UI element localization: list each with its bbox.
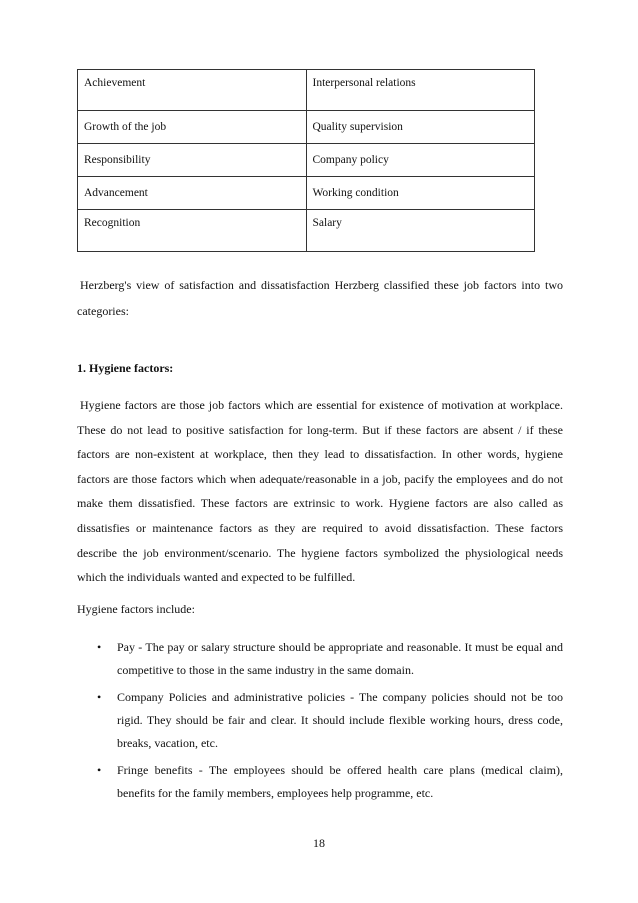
bullet-icon: • bbox=[97, 640, 102, 654]
hygiene-paragraph: Hygiene factors are those job factors which are essential for existence of motivation at workplace. These do not lead to positive satisfaction for long-term. But if these factors are absent / if these factors are non-existent at workplace, then they lead to dissatisfaction. In other words, hygiene factors are those factors which when adequate/reasonable in a job, pacify the employees and do not make them dissatisfied. These factors are extrinsic to work. Hygiene factors are also called as dissatisfies or maintenance factors as they are required to avoid dissatisfaction. These factors describe the job environment/scenario. The hygiene factors symbolized the physiological needs which the individuals wanted and expected to be fulfilled. bbox=[77, 398, 563, 585]
page-number: 18 bbox=[313, 836, 325, 850]
list-item-text: Pay - The pay or salary structure should be appropriate and reasonable. It must be equal and competitive to those in the same industry in the same domain. bbox=[117, 640, 563, 677]
bullet-icon: • bbox=[97, 690, 102, 704]
list-item-text: Company Policies and administrative policies - The company policies should not be too rigid. They should be fair and clear. It should include flexible working hours, dress code, breaks, vacation, etc. bbox=[117, 690, 563, 750]
list-item bbox=[77, 686, 563, 755]
table-row bbox=[78, 70, 535, 111]
bullet-icon: • bbox=[97, 763, 102, 777]
section-heading: 1. Hygiene factors: bbox=[77, 361, 174, 375]
table-cell: Salary bbox=[306, 210, 535, 252]
table-cell: Quality supervision bbox=[306, 111, 535, 144]
job-factors-table bbox=[77, 69, 535, 252]
table-cell: Growth of the job bbox=[78, 111, 307, 144]
table-cell: Recognition bbox=[78, 210, 307, 252]
list-item bbox=[77, 636, 563, 682]
table-row bbox=[78, 111, 535, 144]
table-cell: Achievement bbox=[78, 70, 307, 111]
table-row bbox=[78, 210, 535, 252]
intro-paragraph: Herzberg's view of satisfaction and dissatisfaction Herzberg classified these job factors into two categories: bbox=[77, 278, 563, 318]
list-item-text: Fringe benefits - The employees should be offered health care plans (medical claim), benefits for the family members, employees help programme, etc. bbox=[117, 763, 563, 800]
list-item bbox=[77, 759, 563, 805]
table-row bbox=[78, 177, 535, 210]
table-cell: Responsibility bbox=[78, 144, 307, 177]
table-cell: Advancement bbox=[78, 177, 307, 210]
hygiene-factor-list bbox=[77, 636, 563, 805]
table-cell: Working condition bbox=[306, 177, 535, 210]
table-row bbox=[78, 144, 535, 177]
table-cell: Interpersonal relations bbox=[306, 70, 535, 111]
table-cell: Company policy bbox=[306, 144, 535, 177]
include-label: Hygiene factors include: bbox=[77, 602, 195, 616]
